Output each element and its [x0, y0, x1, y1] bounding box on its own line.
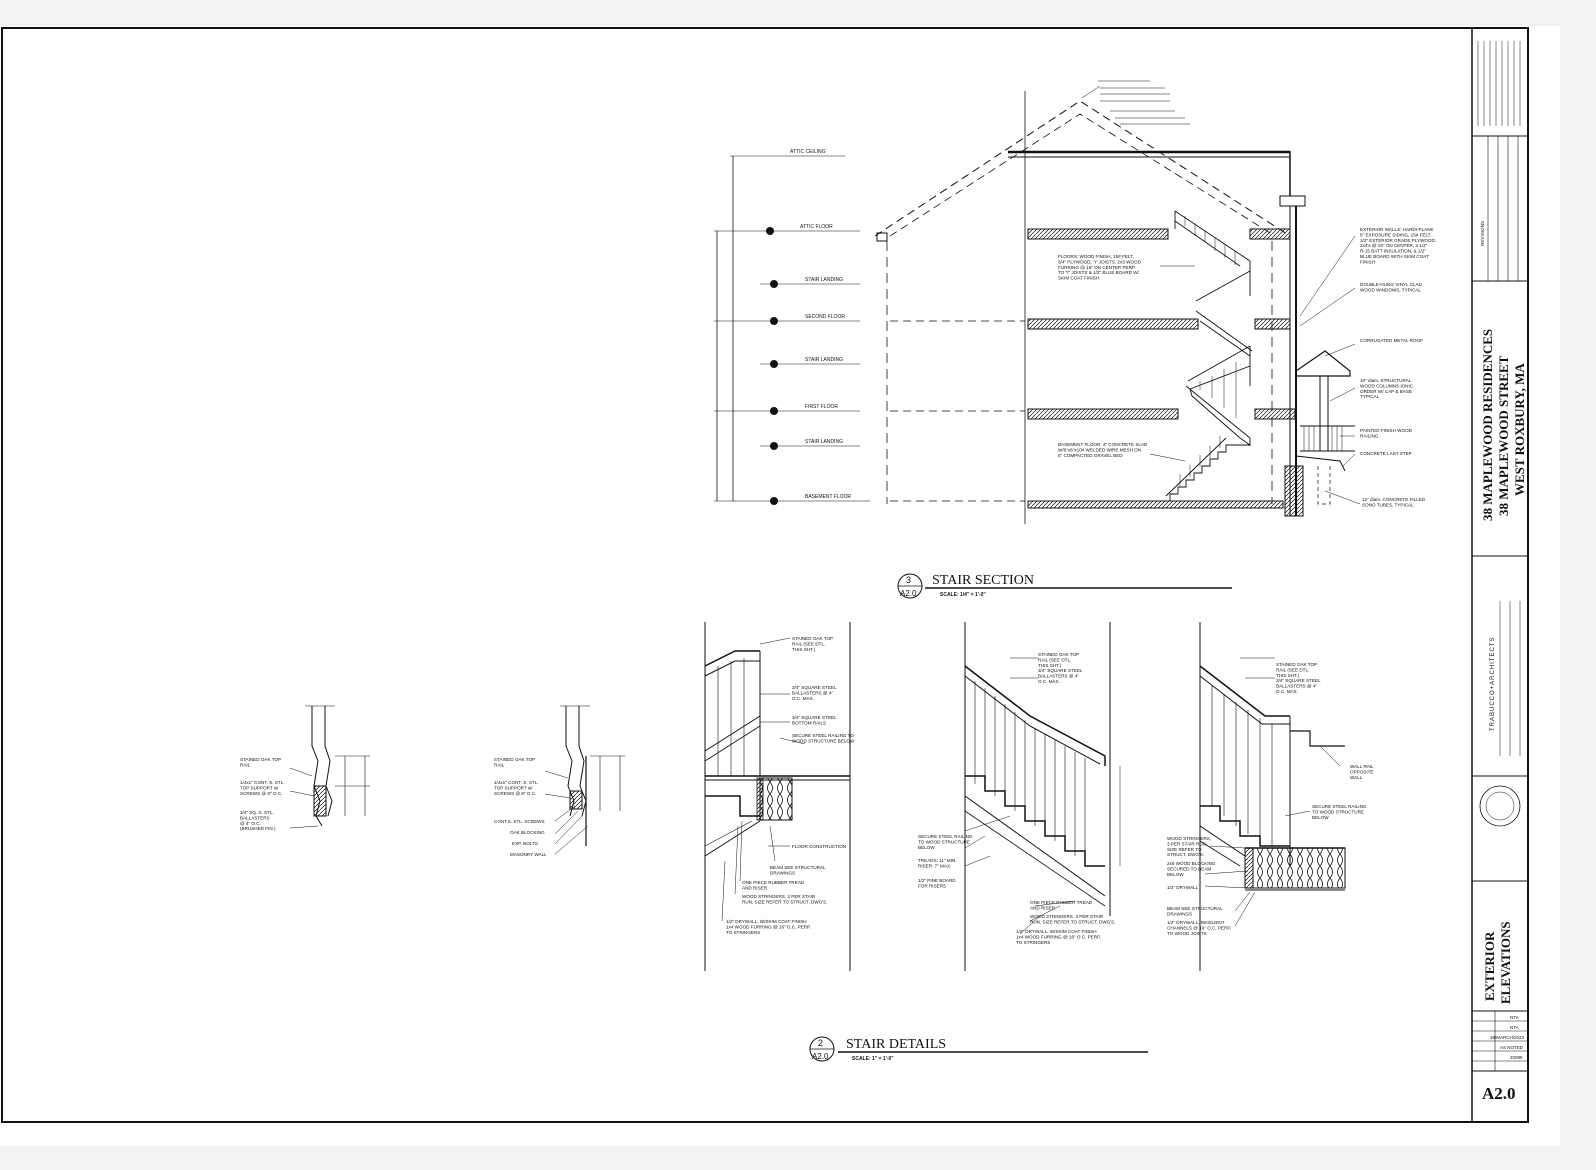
balusters — [1180, 216, 1236, 486]
svg-text:FLOOR CONSTRUCTION: FLOOR CONSTRUCTION — [792, 844, 847, 849]
sheet-scale: AS NOTED — [1500, 1045, 1524, 1050]
svg-text:2: 2 — [818, 1038, 824, 1048]
level-label: STAIR LANDING — [805, 439, 843, 445]
svg-text:1/4x1" CONT. S. STL.TOP SUPPOR: 1/4x1" CONT. S. STL. TOP SUPPORT w/ SCREWS @ 8" O.C. — [240, 780, 285, 796]
svg-text:SECURE STEEL RAILINGTO WOOD ST: SECURE STEEL RAILING TO WOOD STRUCTURE BELOW — [1312, 804, 1367, 820]
svg-text:1/2" DRYWALL, W/SKIM COAT FINI: 1/2" DRYWALL, W/SKIM COAT FINISH 1x4 WOOD FURRING @ 16" O.C. PERP. TO STRINGERS — [726, 919, 811, 935]
svg-text:BASEMENT FLOOR: 4" CONCRETE SL: BASEMENT FLOOR: 4" CONCRETE SLAB W/6"x6"x10# WELDED WIRE MESH ON 6" COMPACTED GRAVEL BED — [1058, 442, 1148, 458]
svg-text:EXTERIOR WALLS: HARDI-PLANK5": EXTERIOR WALLS: HARDI-PLANK 5" EXPOSURE SIDING, 15# FELT, 1/2" EXTERIOR GRADE PLYWOOD, 2x4's @ 16" ON CENTER, 3 1/2" R-15 BATT INSULATION, & 1/2" BLUE BOARD WITH SKIM COAT FINISH — [1360, 227, 1437, 265]
stair-detail-3 — [1200, 622, 1345, 971]
svg-text:WOOD STRINGERS, 3 PER STAIRRUN: WOOD STRINGERS, 3 PER STAIR RUN, SIZE REFER TO STRUCT. DWG'S. — [742, 894, 828, 905]
rail-detail-1 — [290, 706, 370, 828]
sheet-title-2: ELEVATIONS — [1498, 921, 1513, 1004]
level-labels — [790, 149, 851, 500]
first-floor-framing — [1028, 409, 1178, 419]
svg-text:DOUBLE-HUNG VINYL CLADWOOD WIN: DOUBLE-HUNG VINYL CLAD WOOD WINDOWS, TYPICAL — [1360, 282, 1422, 293]
svg-text:STAINED OAK TOPRAIL: STAINED OAK TOP RAIL — [240, 757, 282, 768]
level-label: STAIR LANDING — [805, 357, 843, 363]
second-floor-framing — [1028, 319, 1198, 329]
svg-text:A2.0: A2.0 — [812, 1052, 829, 1061]
svg-text:SCALE: 1" = 1'-0": SCALE: 1" = 1'-0" — [852, 1056, 894, 1062]
svg-text:1/2" PINE BOARDFOR RISERS: 1/2" PINE BOARD FOR RISERS — [918, 878, 956, 889]
sheet-number: A2.0 — [1482, 1084, 1516, 1103]
svg-text:BEAM SEE STRUCTURALDRAWINGS: BEAM SEE STRUCTURAL DRAWINGS — [1167, 906, 1223, 917]
firm-name: TRABUCCO+ARCHITECTS — [1490, 636, 1496, 731]
svg-text:A2.0: A2.0 — [900, 589, 917, 598]
svg-text:WOOD STRINGERS,3 PER STAIR RUN: WOOD STRINGERS, 3 PER STAIR RUN, SIZE REFER TO STRUCT. DWG'S. — [1167, 836, 1212, 858]
title-block — [1472, 41, 1528, 1071]
svg-text:ONE PIECE RUBBER TREADAND RISE: ONE PIECE RUBBER TREAD AND RISER — [742, 880, 805, 891]
svg-text:PAINTED FINISH WOODRAILING: PAINTED FINISH WOOD RAILING — [1360, 428, 1412, 439]
attic-floor-framing — [1028, 229, 1168, 239]
project-city: WEST ROXBURY, MA — [1512, 363, 1527, 496]
stair-section-title: STAIR SECTION — [932, 573, 1034, 588]
svg-text:1/2" DRYWALL, W/SKIM COAT FINI: 1/2" DRYWALL, W/SKIM COAT FINISH 1x4 WOOD FURRING @ 16" O.C. PERP. TO STRINGERS — [1016, 929, 1101, 945]
level-markers — [766, 227, 778, 505]
svg-text:2x6 WOOD BLOCKINGSECURED TO BE: 2x6 WOOD BLOCKING SECURED TO BEAM BELOW — [1167, 861, 1216, 877]
svg-text:SCALE: 1/4" = 1'-0": SCALE: 1/4" = 1'-0" — [940, 592, 986, 598]
level-label: BASEMENT FLOOR — [805, 494, 852, 500]
porch-roof — [1296, 351, 1350, 376]
checked-by: NTA — [1510, 1025, 1519, 1030]
sheet-date: 28/MARCH/2023 — [1490, 1035, 1525, 1040]
svg-text:WALL RAILOPPOSITEWALL: WALL RAIL OPPOSITE WALL — [1350, 764, 1374, 780]
svg-text:10" diam. STRUCTURALWOOD COLUM: 10" diam. STRUCTURAL WOOD COLUMNS IONIC ORDER W/ CAP & BASE TYPICAL — [1360, 378, 1414, 400]
details-title-block — [810, 1037, 1148, 1062]
svg-text:WOOD STRINGERS, 3 PER STAIRRUN: WOOD STRINGERS, 3 PER STAIR RUN, SIZE REFER TO STRUCT. DWG'S. — [1030, 914, 1116, 925]
svg-text:CONT.S. STL. SCREWSOAK BLOCKIN: CONT.S. STL. SCREWS OAK BLOCKING EXP. BOLTS MASONRY WALL — [494, 819, 547, 857]
svg-text:3: 3 — [906, 575, 912, 585]
drawn-by: NTA — [1510, 1015, 1519, 1020]
svg-text:1/4x1" CONT. S. STL.TOP SUPPOR: 1/4x1" CONT. S. STL. TOP SUPPORT w/ SCREWS @ 8" O.C. — [494, 780, 539, 796]
detail-2-notes: STAINED OAK TOP RAIL (SEE DTL. THIS SHT.) 3/4" SQUARE STEEL BALLASTERS @ 4" O.C. MAX. — [1038, 652, 1083, 684]
level-label: SECOND FLOOR — [805, 314, 846, 320]
detail-3-notes: STAINED OAK TOP RAIL (SEE DTL. THIS SHT.) 3/4" SQUARE STEEL BALLASTERS @ 4" O.C. MAX. — [1276, 662, 1321, 694]
svg-text:CORRUGATED METAL ROOF: CORRUGATED METAL ROOF — [1360, 338, 1423, 343]
svg-text:SECURE STEEL RAILINGTO WOOD ST: SECURE STEEL RAILING TO WOOD STRUCTURE BELOW — [918, 834, 973, 850]
drawing-sheet — [0, 26, 1560, 1146]
svg-text:TREADS: 11" MIN.RISER: 7" MAX.: TREADS: 11" MIN. RISER: 7" MAX. — [918, 858, 957, 869]
project-street: 38 MAPLEWOOD STREET — [1496, 355, 1511, 516]
basement-slab — [1028, 501, 1283, 508]
level-label: ATTIC CEILING — [790, 149, 826, 155]
stair-details-title: STAIR DETAILS — [846, 1037, 947, 1052]
svg-text:3/4" SQ. S. STL.BALLASTERS@ 4": 3/4" SQ. S. STL. BALLASTERS @ 4" O.C. (BRUSHED FIN.) — [240, 810, 276, 832]
rail-detail-2 — [545, 706, 625, 854]
svg-text:FLOORS: WOOD FINISH, 15# FELT,: FLOORS: WOOD FINISH, 15# FELT, 3/4" PLYWOOD, "I" JOISTS, 2x3 WOOD FURRING @ 16" ON CENTER PERP. TO "I" JOISTS & 1/2" BLUE BOARD W/ SKIM COAT FINISH — [1058, 254, 1141, 281]
sheet-title-1: EXTERIOR — [1482, 931, 1497, 1001]
svg-text:3/4" SQUARE STEELBALLASTERS @: 3/4" SQUARE STEEL BALLASTERS @ 4" O.C. MAX. — [792, 685, 837, 701]
svg-text:ONE PIECE RUBBER TREADAND RISE: ONE PIECE RUBBER TREAD AND RISER — [1030, 900, 1093, 911]
svg-text:STAINED OAK TOPRAIL: STAINED OAK TOP RAIL — [494, 757, 536, 768]
svg-text:CONCRETE LAST STEP: CONCRETE LAST STEP — [1360, 451, 1412, 456]
svg-text:3/4" SQUARE STEELBOTTOM RAILS: 3/4" SQUARE STEEL BOTTOM RAILS — [792, 715, 837, 726]
project-name: 38 MAPLEWOOD RESIDENCES — [1480, 328, 1495, 521]
level-label: FIRST FLOOR — [805, 404, 838, 410]
stair-flights — [1166, 211, 1252, 501]
svg-text:1/2" DRYWALL, RESILIENTCHANNEL: 1/2" DRYWALL, RESILIENT CHANNELS @ 16" O.C. PERP. TO WOOD JOISTS — [1167, 920, 1232, 936]
stair-section — [714, 81, 1360, 524]
svg-text:SECURE STEEL RAILING TOWOOD ST: SECURE STEEL RAILING TO WOOD STRUCTURE BELOW — [792, 733, 855, 744]
svg-text:BEAM SEE STRUCTURALDRAWINGS: BEAM SEE STRUCTURAL DRAWINGS — [770, 865, 826, 876]
drawing-canvas — [0, 26, 1560, 1146]
svg-text:12" diam. CONCRETE FILLEDSONO: 12" diam. CONCRETE FILLED SONO TUBES, TYPICAL — [1362, 497, 1426, 508]
detail-1-notes: STAINED OAK TOP RAIL (SEE DTL. THIS SHT.) — [792, 636, 834, 652]
svg-text:1/2" DRYWALL: 1/2" DRYWALL — [1167, 885, 1199, 890]
level-label: ATTIC FLOOR — [800, 224, 833, 230]
level-label: STAIR LANDING — [805, 277, 843, 283]
section-title-block — [898, 573, 1232, 598]
sheet-border — [2, 28, 1528, 1122]
project-number: 20095 — [1510, 1055, 1523, 1060]
revisions-label: REVISIONS — [1480, 220, 1485, 246]
